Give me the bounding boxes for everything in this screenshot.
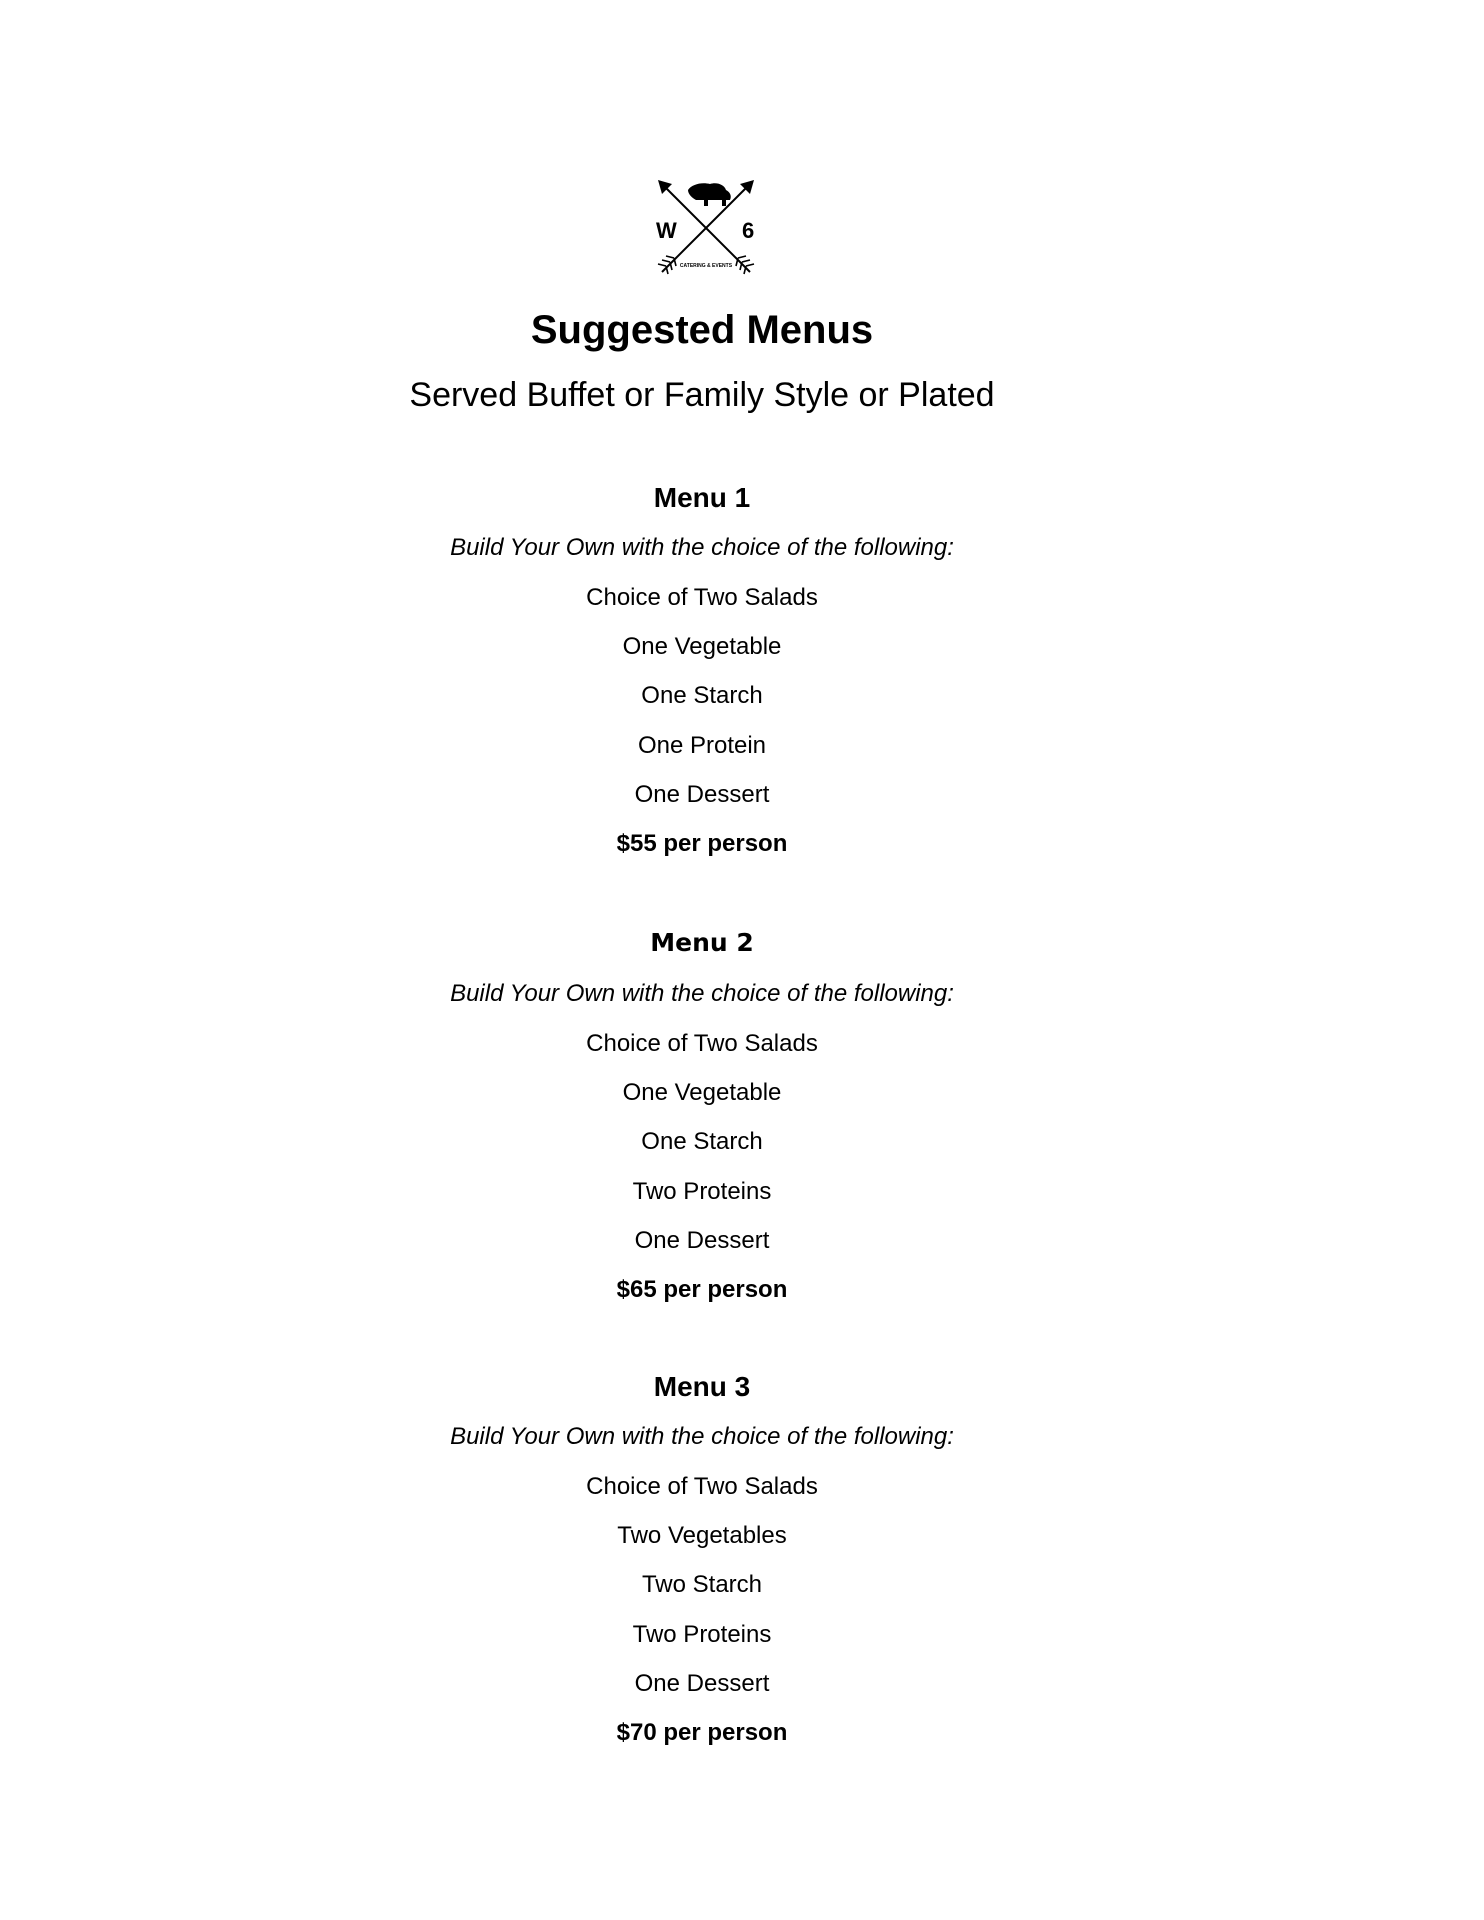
menu-2-item: Two Proteins: [632, 1178, 772, 1205]
menu-1-item: One Vegetable: [622, 633, 782, 660]
menu-3-item: One Dessert: [634, 1670, 770, 1697]
menu-2-intro: Build Your Own with the choice of the following:: [450, 980, 954, 1007]
page-title: Suggested Menus: [530, 308, 874, 352]
menu-3-item: Two Starch: [641, 1571, 763, 1598]
menu-2-price: $65 per person: [616, 1276, 788, 1303]
menu-2-item: One Vegetable: [622, 1079, 782, 1106]
menu-3-price: $70 per person: [616, 1719, 788, 1746]
menu-2-item: One Starch: [641, 1128, 763, 1155]
menu-3-intro: Build Your Own with the choice of the following:: [450, 1423, 954, 1450]
menu-3-item: Two Vegetables: [617, 1522, 787, 1549]
menu-2-item: Choice of Two Salads: [586, 1030, 818, 1057]
menu-1-item: One Starch: [641, 682, 763, 709]
menu-3-heading: Menu 3: [653, 1371, 751, 1402]
menu-1-item: Choice of Two Salads: [586, 584, 818, 611]
menu-3-item: Choice of Two Salads: [586, 1473, 818, 1500]
arrows-bison-logo-icon: [650, 174, 762, 286]
menu-2-item: One Dessert: [634, 1227, 770, 1254]
logo-tagline: CATERING & EVENTS: [679, 263, 733, 269]
page-subtitle: Served Buffet or Family Style or Plated: [409, 376, 995, 414]
menu-1-price: $55 per person: [616, 830, 788, 857]
menu-1-intro: Build Your Own with the choice of the following:: [450, 534, 954, 561]
menu-1-item: One Dessert: [634, 781, 770, 808]
menu-3-item: Two Proteins: [632, 1621, 772, 1648]
menu-1-item: One Protein: [637, 732, 767, 759]
logo-letter-left: W: [656, 218, 677, 243]
company-logo: [650, 174, 762, 286]
menu-1-heading: Menu 1: [653, 482, 751, 513]
logo-letter-right: 6: [742, 218, 755, 243]
menu-2-heading: Menu 2: [650, 928, 754, 957]
